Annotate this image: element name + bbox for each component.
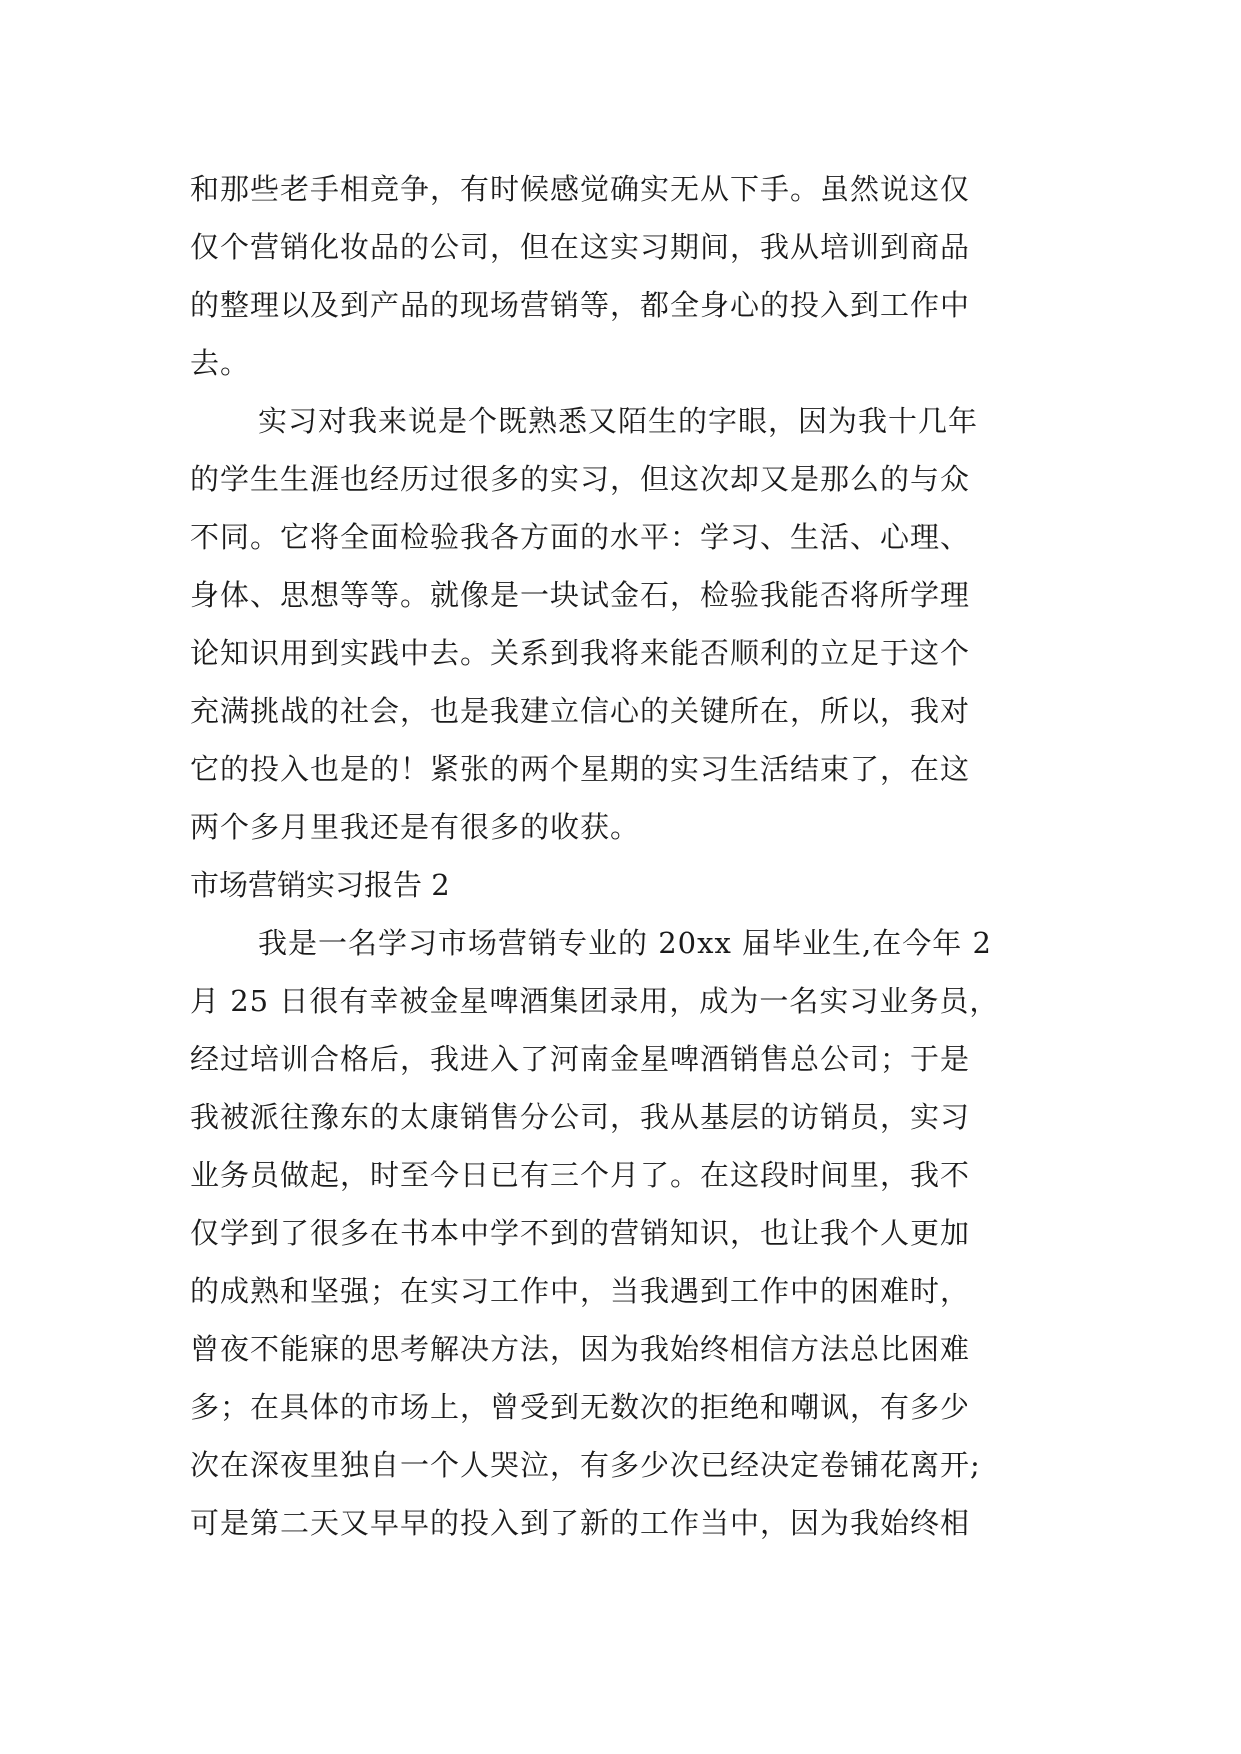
text-line: 去。 [190,346,251,380]
paragraph-first-line: 我是一名学习市场营销专业的 20xx 届毕业生,在今年 2 [258,926,992,960]
text-line: 的成熟和坚强；在实习工作中，当我遇到工作中的困难时， [190,1274,971,1308]
text-line: 月 25 日很有幸被金星啤酒集团录用，成为一名实习业务员， [190,984,1000,1018]
text-line: 仅个营销化妆品的公司，但在这实习期间，我从培训到商品 [190,230,971,264]
text-line: 它的投入也是的！紧张的两个星期的实习生活结束了，在这 [190,752,971,786]
text-line: 和那些老手相竞争，有时候感觉确实无从下手。虽然说这仅 [190,172,971,206]
section-heading: 市场营销实习报告 2 [190,868,450,902]
text-line: 次在深夜里独自一个人哭泣，有多少次已经决定卷铺花离开; [190,1448,981,1482]
text-line: 经过培训合格后，我进入了河南金星啤酒销售总公司；于是 [190,1042,971,1076]
text-line: 的学生生涯也经历过很多的实习，但这次却又是那么的与众 [190,462,971,496]
text-line: 业务员做起，时至今日已有三个月了。在这段时间里，我不 [190,1158,971,1192]
text-line: 的整理以及到产品的现场营销等，都全身心的投入到工作中 [190,288,971,322]
text-line: 曾夜不能寐的思考解决方法，因为我始终相信方法总比困难 [190,1332,971,1366]
text-line: 身体、思想等等。就像是一块试金石，检验我能否将所学理 [190,578,971,612]
text-line: 不同。它将全面检验我各方面的水平：学习、生活、心理、 [190,520,971,554]
text-line: 论知识用到实践中去。关系到我将来能否顺利的立足于这个 [190,636,971,670]
text-line: 多；在具体的市场上，曾受到无数次的拒绝和嘲讽，有多少 [190,1390,971,1424]
paragraph-first-line: 实习对我来说是个既熟悉又陌生的字眼，因为我十几年 [258,404,979,438]
text-line: 两个多月里我还是有很多的收获。 [190,810,641,844]
text-line: 我被派往豫东的太康销售分公司，我从基层的访销员，实习 [190,1100,971,1134]
document-body [190,160,1060,1552]
text-line: 仅学到了很多在书本中学不到的营销知识，也让我个人更加 [190,1216,971,1250]
text-line: 充满挑战的社会，也是我建立信心的关键所在，所以，我对 [190,694,971,728]
text-line: 可是第二天又早早的投入到了新的工作当中，因为我始终相 [190,1506,971,1540]
